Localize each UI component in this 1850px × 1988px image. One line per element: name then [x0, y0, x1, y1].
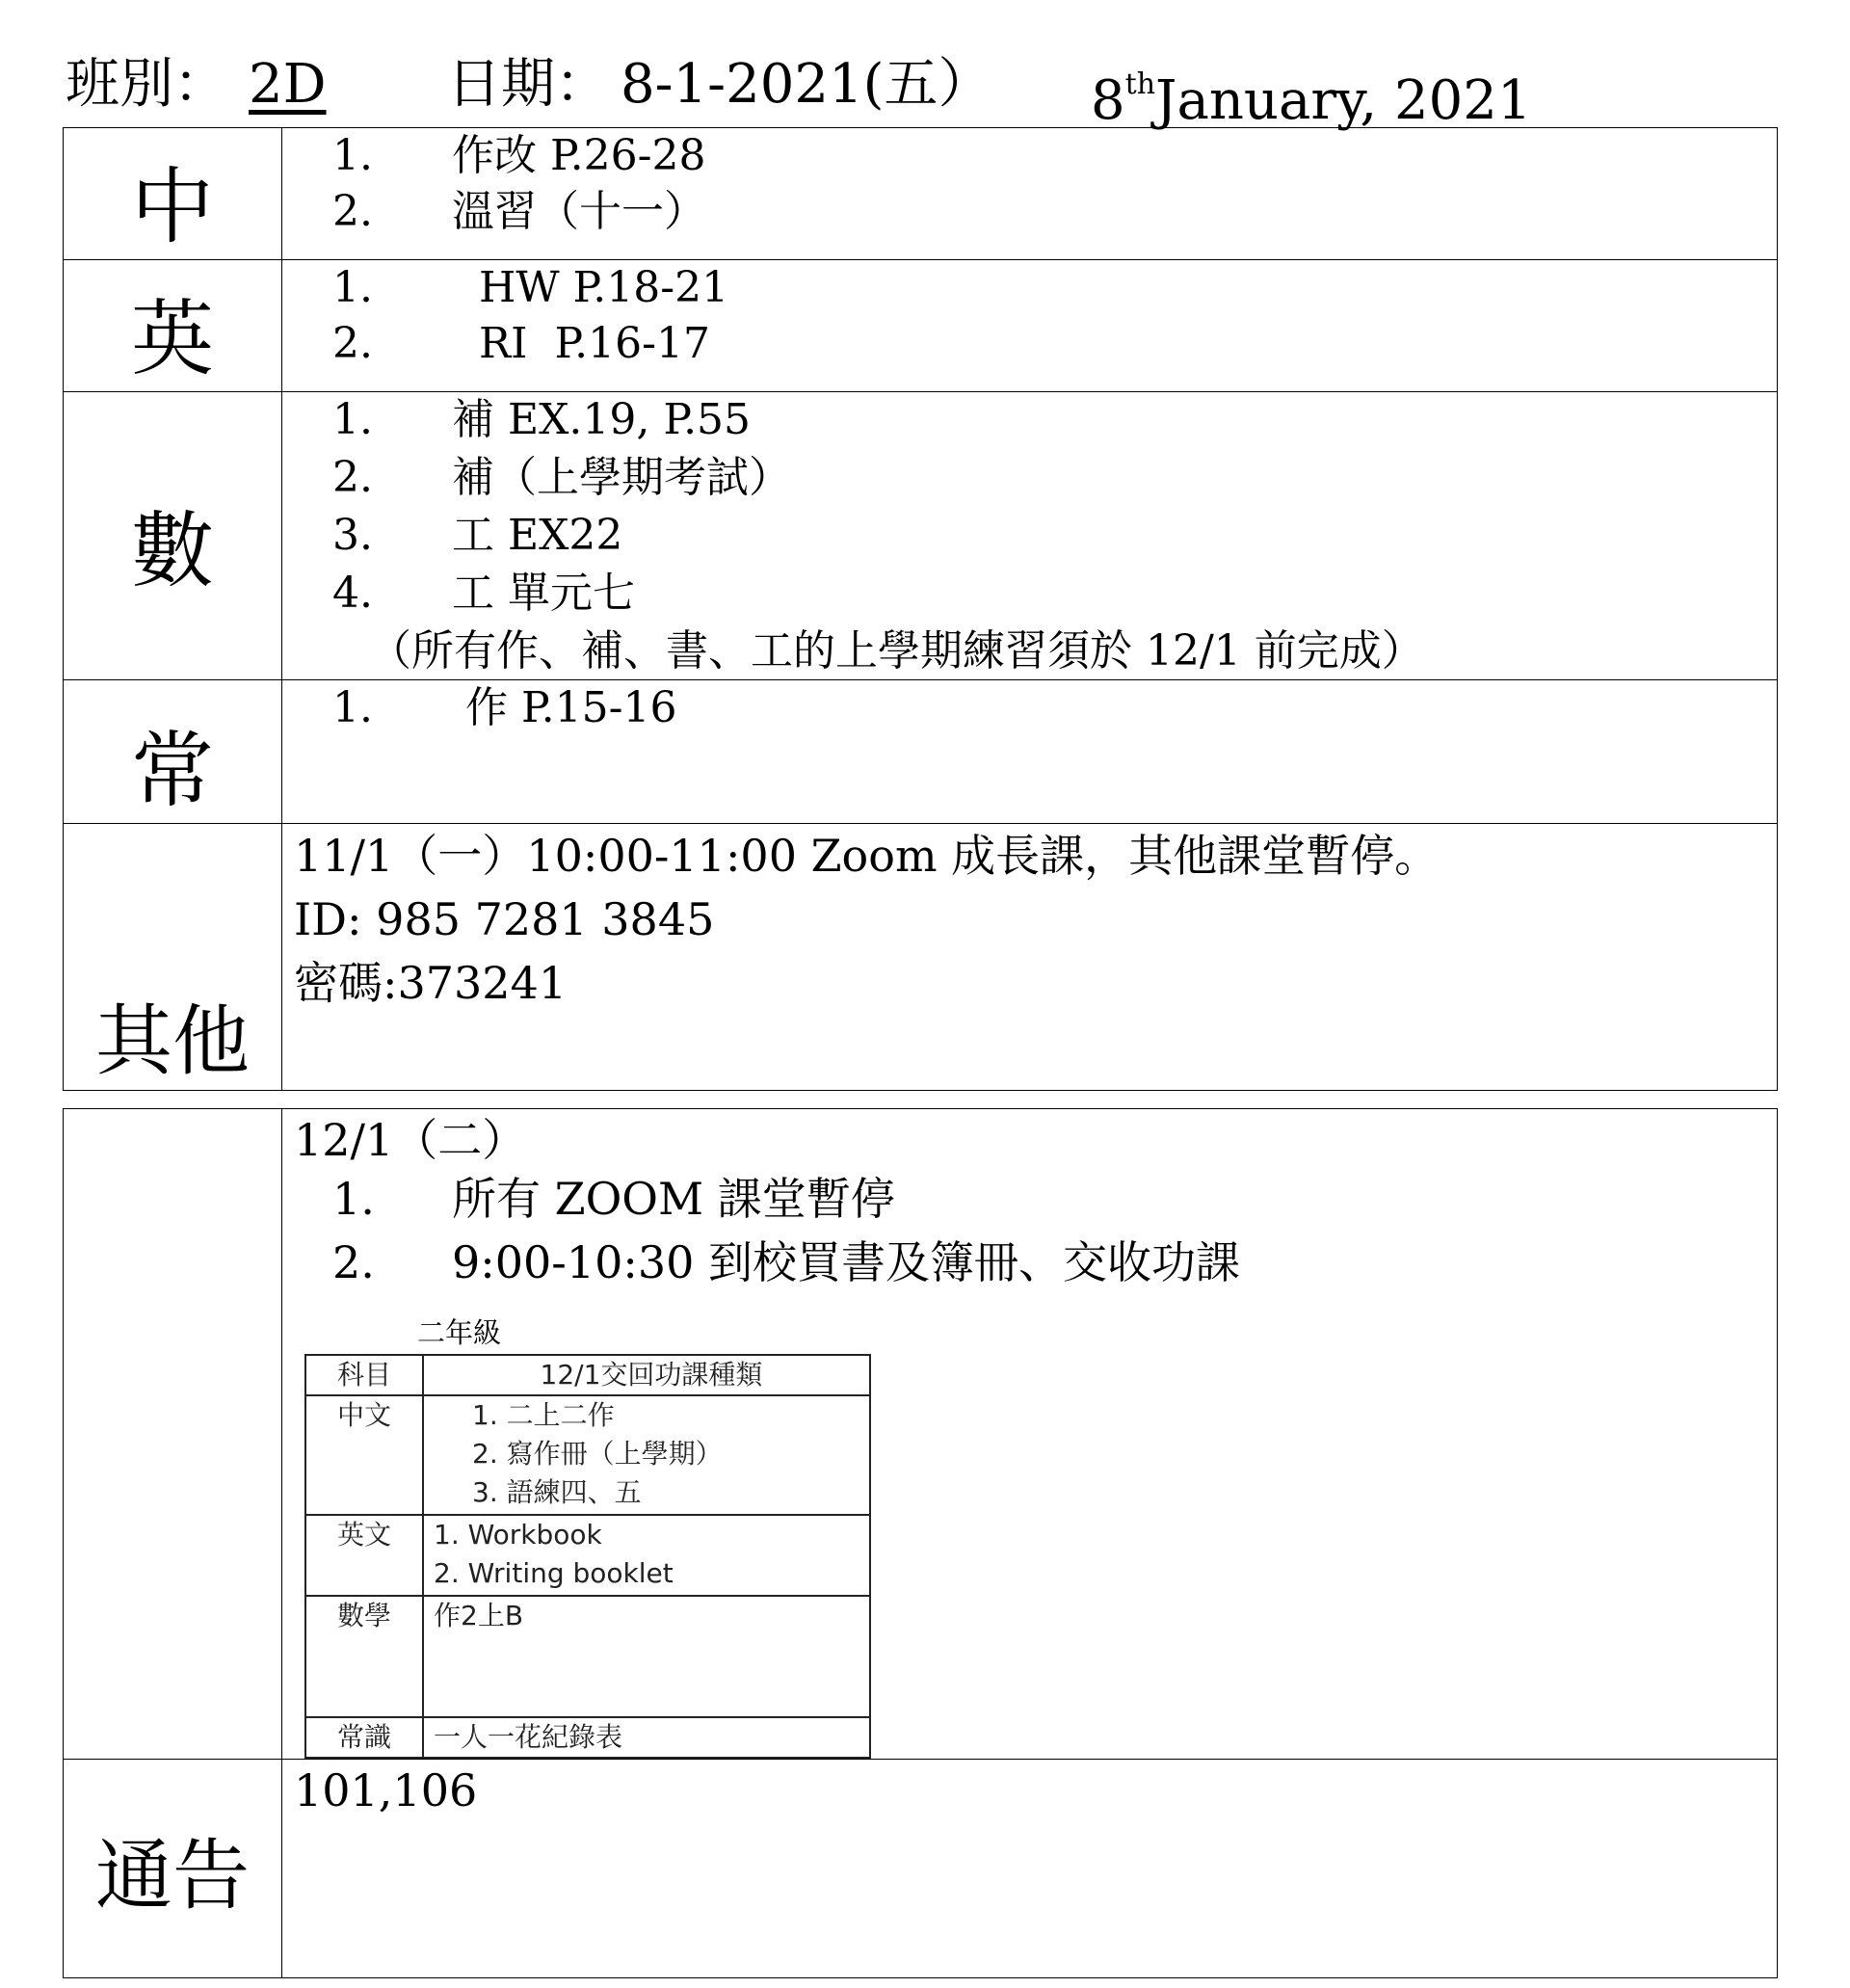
- notice-numbers: 101,106: [294, 1764, 478, 1816]
- others-line: ID: 985 7281 3845: [294, 893, 715, 945]
- homework-table: [63, 127, 1778, 1091]
- list-item: [282, 1234, 1777, 1298]
- item-number: 1.: [332, 131, 373, 180]
- homework-row-math: [64, 392, 1778, 680]
- notice-row: [64, 1760, 1778, 1978]
- item-text: 作改 P.26-28: [452, 131, 706, 180]
- table-row: [305, 1515, 870, 1596]
- class-value: 2D: [249, 53, 327, 116]
- homework-row-others: [64, 824, 1778, 1091]
- content-cell-math: [282, 392, 1778, 680]
- row-subject: 英文: [305, 1515, 423, 1596]
- subject-cell-chinese: [64, 128, 282, 260]
- date-english-suffix: th: [1124, 67, 1156, 101]
- table-header-row: [305, 1355, 870, 1395]
- others-line: 密碼:373241: [294, 957, 568, 1009]
- others-line: 11/1（一）10:00-11:00 Zoom 成長課，其他課堂暫停。: [294, 830, 1440, 882]
- table-row: [305, 1596, 870, 1717]
- list-item: [282, 184, 1777, 240]
- subject-cell-english: [64, 260, 282, 392]
- list-item: [282, 566, 1777, 623]
- item-text: 溫習（十一）: [452, 187, 706, 236]
- table-row: [305, 1717, 870, 1758]
- zoom-date-heading: 12/1（二）: [294, 1114, 527, 1166]
- item-text: HW P.18-21: [452, 263, 729, 312]
- item-text: 9:00-10:30 到校買書及簿冊、交收功課: [452, 1236, 1241, 1288]
- row-items: [423, 1717, 870, 1758]
- table-row: [305, 1395, 870, 1515]
- subject-label-math: 數: [131, 503, 214, 599]
- date-english-rest: January, 2021: [1155, 69, 1532, 132]
- item-number: 2.: [332, 187, 373, 236]
- item-number: 2.: [332, 1236, 375, 1288]
- item-number: 1.: [332, 263, 373, 312]
- content-cell-others: [282, 824, 1778, 1091]
- item-number: 2.: [332, 453, 373, 502]
- row-items: [423, 1596, 870, 1717]
- header-subject: 科目: [305, 1355, 423, 1395]
- homework-row-chinese: [64, 128, 1778, 260]
- header-type: 12/1交回功課種類: [423, 1355, 870, 1395]
- row-items: [423, 1395, 870, 1515]
- list-item: [282, 450, 1777, 508]
- row-item-line: 作2上B: [434, 1600, 524, 1631]
- item-text: 工 單元七: [452, 569, 635, 618]
- item-number: 2.: [332, 319, 373, 368]
- grade-caption: 二年級: [417, 1316, 502, 1349]
- list-item: [282, 392, 1777, 450]
- item-text: 工 EX22: [452, 511, 623, 560]
- content-cell-english: [282, 260, 1778, 392]
- subject-cell-math: [64, 392, 282, 680]
- homework-row-general-studies: [64, 680, 1778, 824]
- item-text: 補（上學期考試）: [452, 453, 791, 502]
- list-item: [282, 316, 1777, 372]
- item-number: 1.: [332, 683, 373, 732]
- row-subject: 常識: [305, 1717, 423, 1758]
- date-english-day: 8: [1091, 69, 1125, 132]
- return-homework-table: [304, 1354, 871, 1759]
- content-cell-general-studies: [282, 680, 1778, 824]
- page-header: [66, 46, 1781, 132]
- row-item-line: 2. 寫作冊（上學期）: [472, 1438, 723, 1470]
- row-item-line: 2. Writing booklet: [434, 1557, 674, 1589]
- subject-label-general-studies: 常: [131, 723, 214, 819]
- row-subject: 中文: [305, 1395, 423, 1515]
- item-text: 補 EX.19, P.55: [452, 395, 752, 444]
- subject-label-notice: 通告: [95, 1830, 250, 1921]
- date-value: 8-1-2021(五）: [621, 53, 992, 116]
- list-item: [282, 508, 1777, 566]
- list-item: [282, 1171, 1777, 1234]
- notice-content-cell: [282, 1760, 1778, 1978]
- row-items: [423, 1515, 870, 1596]
- subject-label-chinese: 中: [131, 159, 214, 255]
- math-note: （所有作、補、書、工的上學期練習須於 12/1 前完成）: [369, 626, 1424, 676]
- list-item: [282, 680, 1777, 736]
- item-number: 1.: [332, 1173, 375, 1225]
- item-number: 1.: [332, 395, 373, 444]
- item-text: RI P.16-17: [452, 319, 710, 368]
- subject-label-others: 其他: [95, 996, 250, 1086]
- row-item-line: 一人一花紀錄表: [434, 1721, 623, 1753]
- row-item-line: 1. 二上二作: [472, 1399, 615, 1431]
- notice-table: [63, 1108, 1778, 1978]
- row-subject: 數學: [305, 1596, 423, 1717]
- subject-label-english: 英: [131, 291, 214, 387]
- zoom-row: [64, 1109, 1778, 1760]
- subject-cell-general-studies: [64, 680, 282, 824]
- date-english: [1091, 46, 1531, 140]
- list-item: [282, 260, 1777, 316]
- list-item: [282, 128, 1777, 184]
- item-text: 所有 ZOOM 課堂暫停: [452, 1173, 895, 1225]
- row-item-line: 3. 語練四、五: [472, 1476, 642, 1508]
- homework-row-english: [64, 260, 1778, 392]
- item-number: 3.: [332, 511, 373, 560]
- subject-cell-others: [64, 824, 282, 1091]
- item-text: 作 P.15-16: [452, 683, 677, 732]
- row-item-line: 1. Workbook: [434, 1519, 602, 1551]
- zoom-subject-cell: [64, 1109, 282, 1760]
- content-cell-chinese: [282, 128, 1778, 260]
- zoom-content-cell: [282, 1109, 1778, 1760]
- class-label: 班別：: [66, 53, 227, 116]
- item-number: 4.: [332, 569, 373, 618]
- notice-subject-cell: [64, 1760, 282, 1978]
- date-label: 日期：: [447, 53, 609, 116]
